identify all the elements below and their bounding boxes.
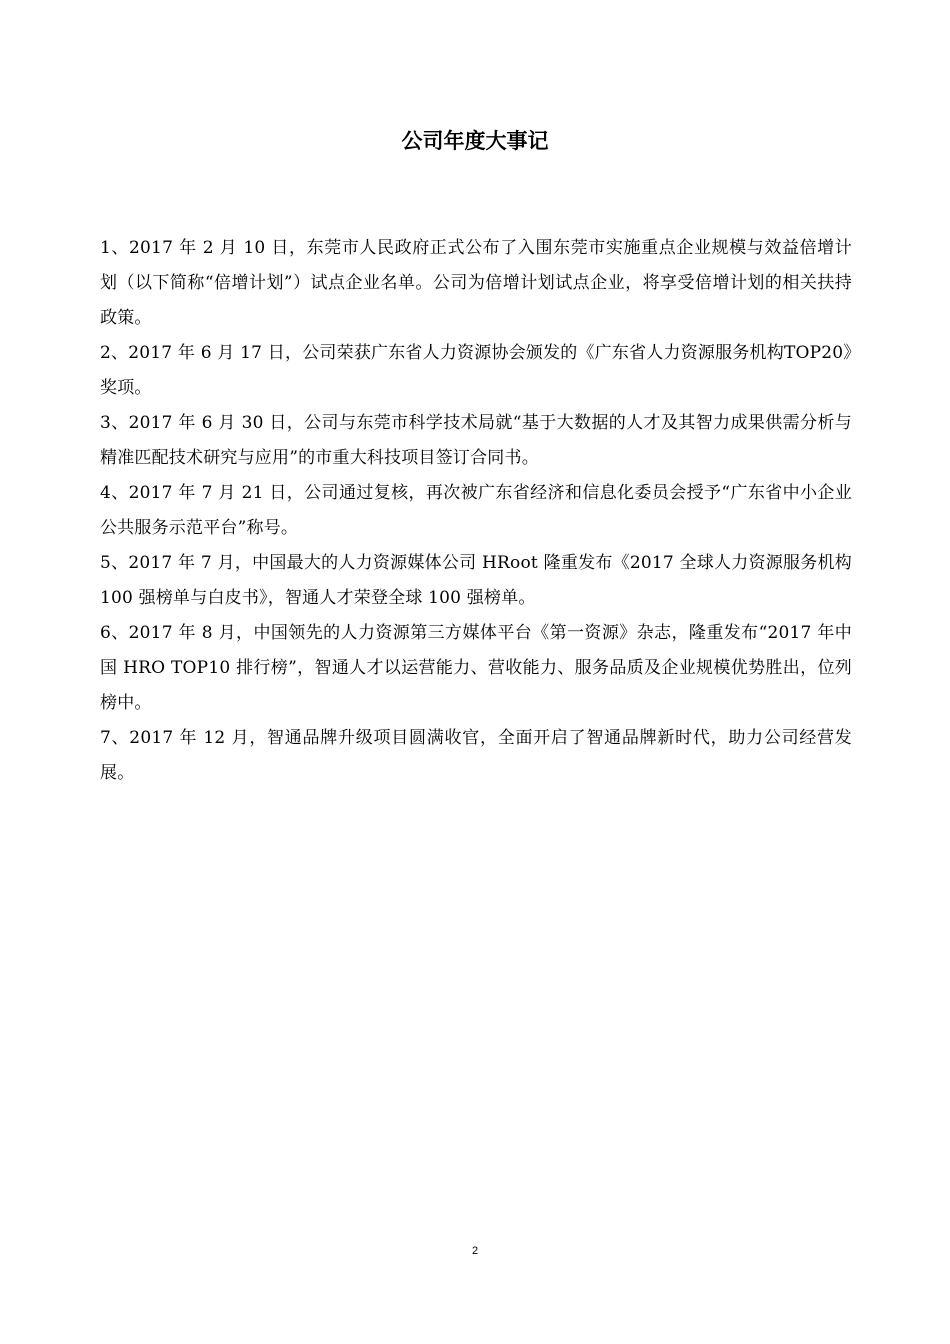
event-item-1: 1、2017 年 2 月 10 日，东莞市人民政府正式公布了入围东莞市实施重点企业规模与效益倍增计划（以下简称“倍增计划”）试点企业名单。公司为倍增计划试点企业，将享受倍增计划的相关扶持政策。 <box>100 238 852 328</box>
event-item-7: 7、2017 年 12 月，智通品牌升级项目圆满收官，全面开启了智通品牌新时代，助力公司经营发展。 <box>100 728 852 783</box>
page-title: 公司年度大事记 <box>401 129 549 153</box>
event-item-6: 6、2017 年 8 月，中国领先的人力资源第三方媒体平台《第一资源》杂志，隆重发布“2017 年中国 HRO TOP10 排行榜”，智通人才以运营能力、营收能力、服务品质及企业规模优势胜出，位列榜中。 <box>100 623 852 713</box>
document-body <box>100 231 852 791</box>
event-item-2: 2、2017 年 6 月 17 日，公司荣获广东省人力资源协会颁发的《广东省人力资源服务机构TOP20》奖项。 <box>100 343 852 398</box>
page-number: 2 <box>471 1245 479 1257</box>
event-item-4: 4、2017 年 7 月 21 日，公司通过复核，再次被广东省经济和信息化委员会授予“广东省中小企业公共服务示范平台”称号。 <box>100 483 852 538</box>
event-item-3: 3、2017 年 6 月 30 日，公司与东莞市科学技术局就“基于大数据的人才及其智力成果供需分析与精准匹配技术研究与应用”的市重大科技项目签订合同书。 <box>100 413 852 468</box>
event-item-5: 5、2017 年 7 月，中国最大的人力资源媒体公司 HRoot 隆重发布《2017 全球人力资源服务机构 100 强榜单与白皮书》，智通人才荣登全球 100 强榜单。 <box>100 553 852 608</box>
